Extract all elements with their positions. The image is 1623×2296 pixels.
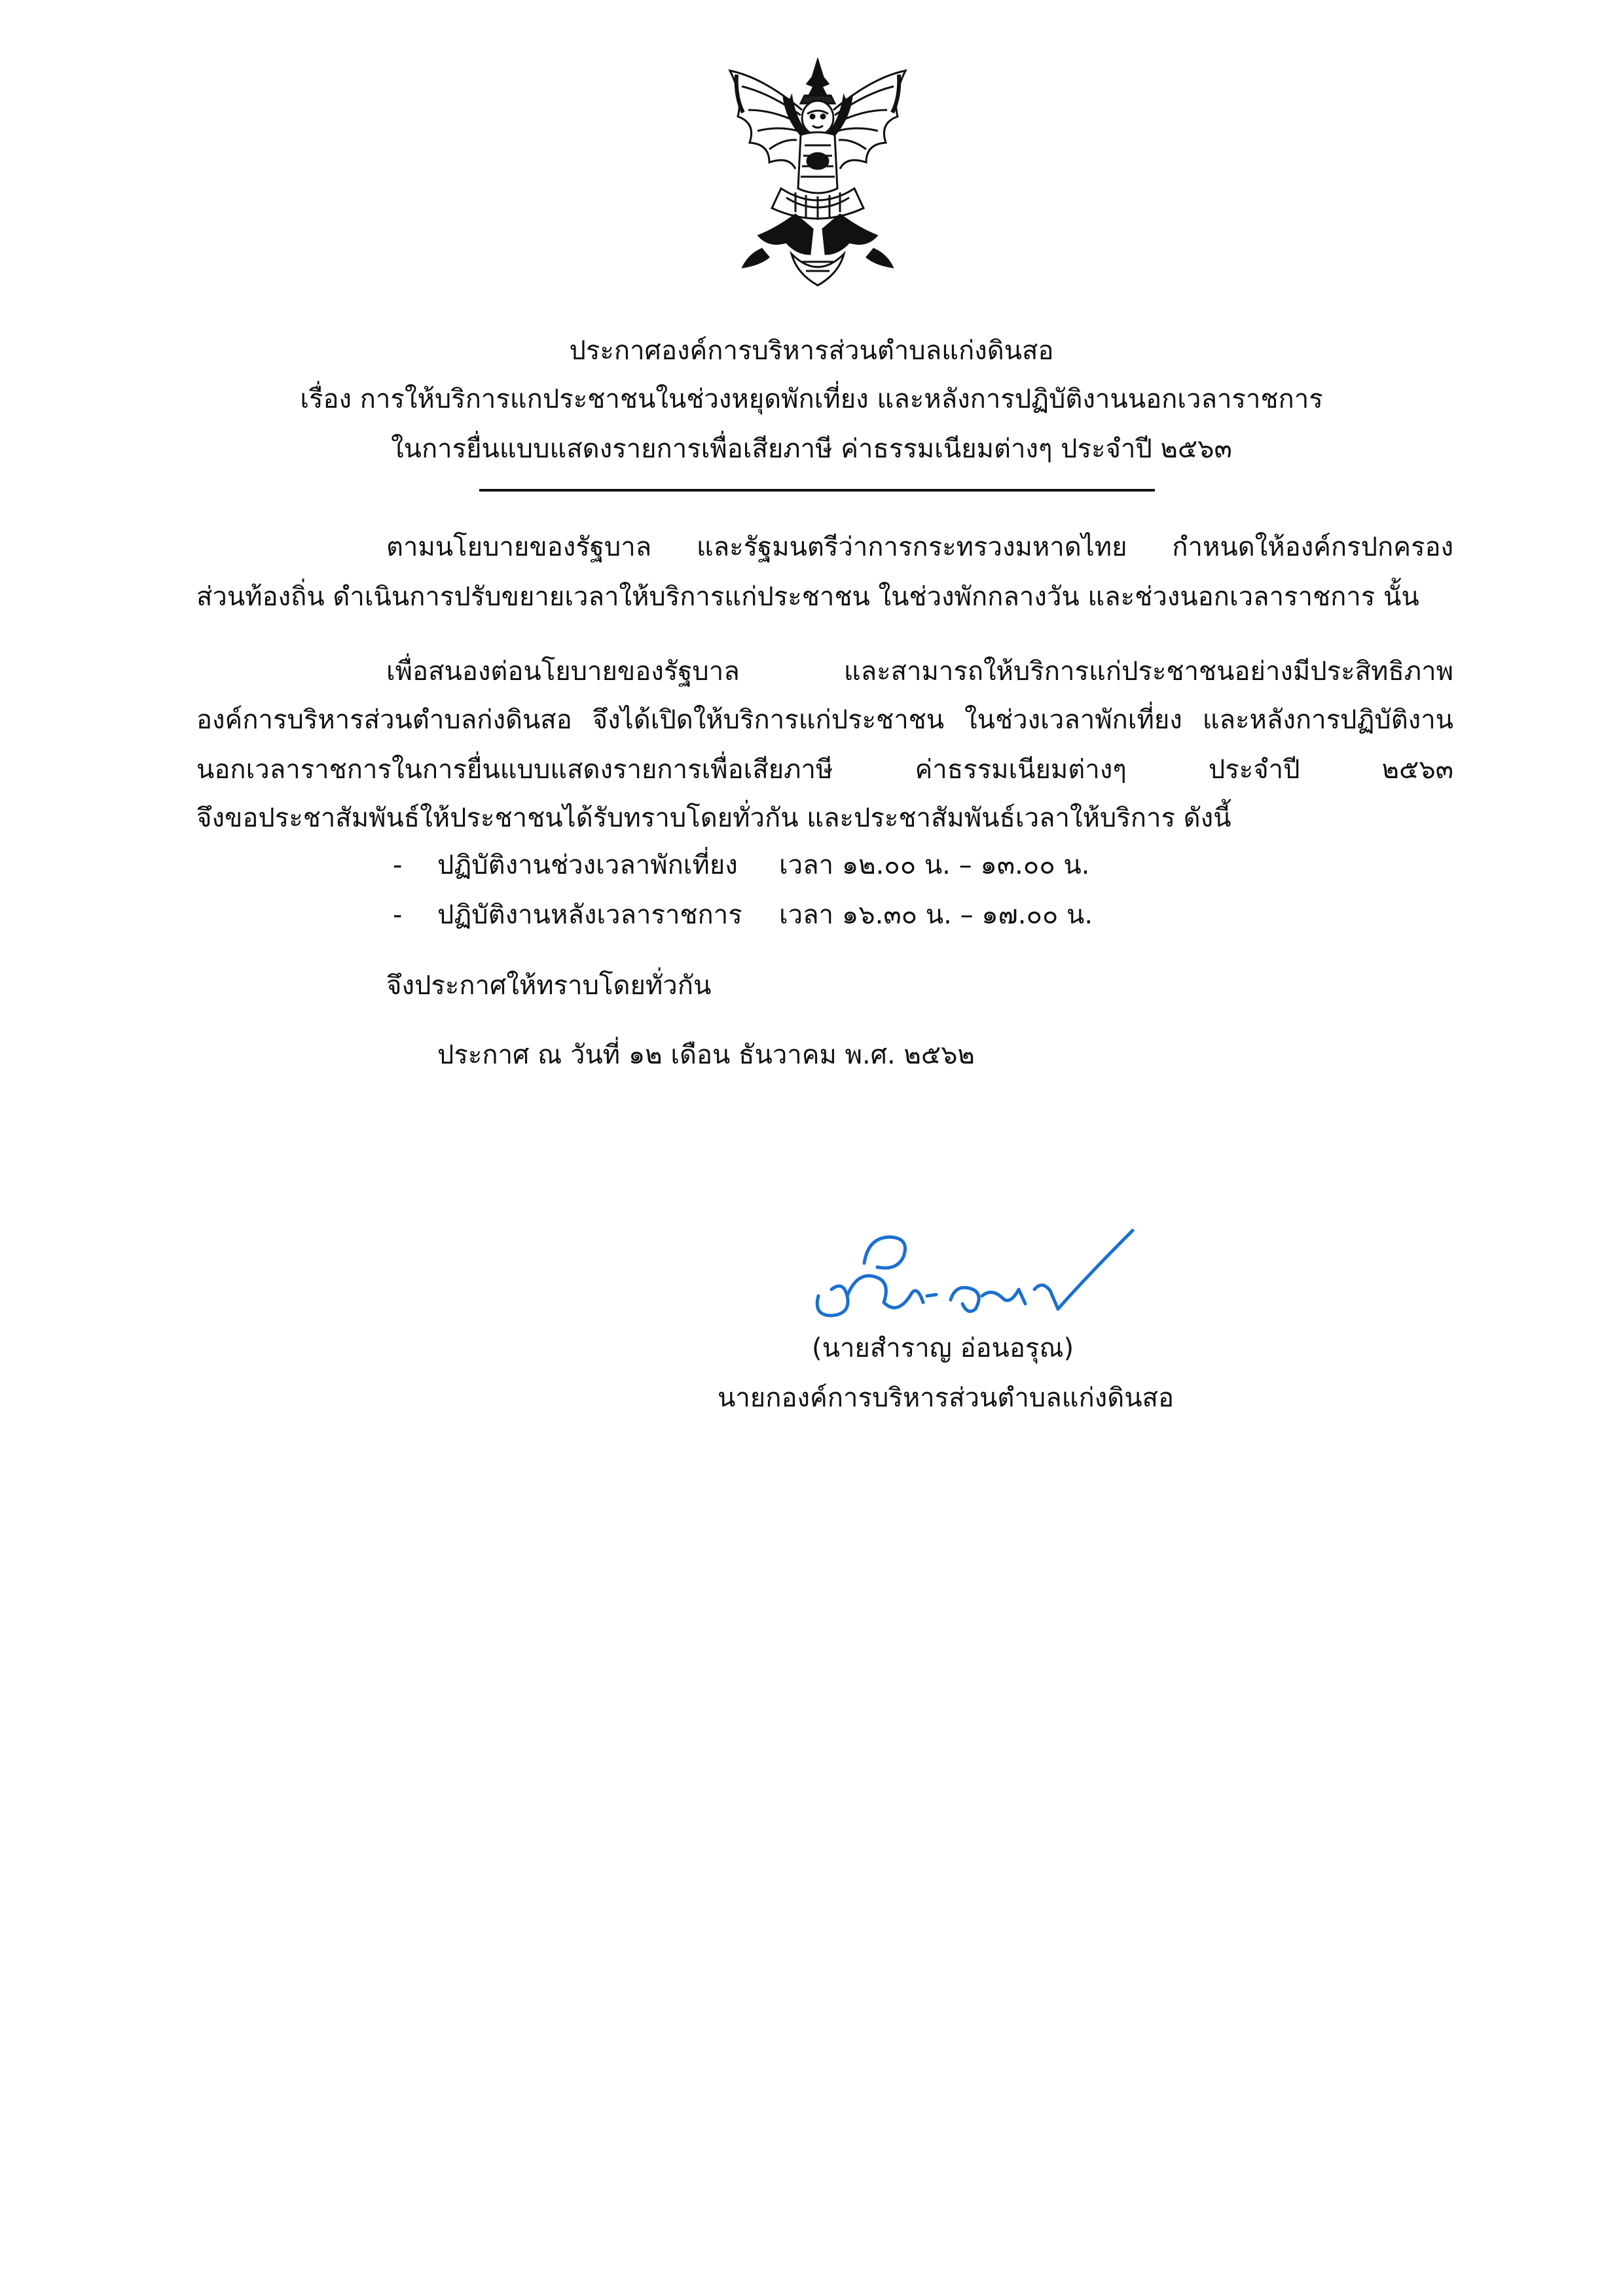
schedule-item-dash: - <box>393 850 403 880</box>
closing-statement: จึงประกาศให้ทราบโดยทั่วกัน <box>386 971 712 1001</box>
paragraph1-line2: ส่วนท้องถิ่น ดำเนินการปรับขยายเวลาให้บริการแก่ประชาชน ในช่วงพักกลางวัน และช่วงนอกเวลาราชการ นั้น <box>196 582 1419 612</box>
paragraph2-line2: องค์การบริหารส่วนตำบลก่งดินสอ จึงได้เปิดให้บริการแก่ประชาชน ในช่วงเวลาพักเที่ยง และหลังการปฏิบัติงาน <box>196 705 1453 735</box>
schedule-item-label: ปฏิบัติงานช่วงเวลาพักเที่ยง <box>437 850 738 880</box>
announcement-subject-continued: ในการยื่นแบบแสดงรายการเพื่อเสียภาษี ค่าธรรมเนียมต่างๆ ประจำปี ๒๕๖๓ <box>391 434 1232 464</box>
schedule-item-time: เวลา ๑๖.๓๐ น. – ๑๗.๐๐ น. <box>779 900 1093 930</box>
schedule-item-label: ปฏิบัติงานหลังเวลาราชการ <box>437 900 742 930</box>
title-divider <box>479 489 1155 492</box>
paragraph1-line1: ตามนโยบายของรัฐบาล และรัฐมนตรีว่าการกระทรวงมหาดไทย กำหนดให้องค์กรปกครอง <box>386 532 1453 562</box>
paragraph2-line4: จึงขอประชาสัมพันธ์ให้ประชาชนได้รับทราบโดยทั่วกัน และประชาสัมพันธ์เวลาให้บริการ ดังนี้ <box>196 803 1231 833</box>
announcement-title: ประกาศองค์การบริหารส่วนตำบลแก่งดินสอ <box>569 336 1054 366</box>
paragraph2-line3: นอกเวลาราชการในการยื่นแบบแสดงรายการเพื่อเสียภาษี ค่าธรรมเนียมต่างๆ ประจำปี ๒๕๖๓ <box>196 755 1453 785</box>
handwritten-signature <box>805 1217 1146 1322</box>
schedule-item-dash: - <box>393 900 403 930</box>
announcement-date: ประกาศ ณ วันที่ ๑๒ เดือน ธันวาคม พ.ศ. ๒๕๖๒ <box>437 1040 975 1070</box>
announcement-subject: เรื่อง การให้บริการแกประชาชนในช่วงหยุดพักเที่ยง และหลังการปฏิบัติงานนอกเวลาราชการ <box>300 384 1323 414</box>
signer-position: นายกองค์การบริหารส่วนตำบลแก่งดินสอ <box>718 1383 1174 1413</box>
schedule-item-time: เวลา ๑๒.๐๐ น. – ๑๓.๐๐ น. <box>779 850 1090 880</box>
signer-name: (นายสำราญ อ่อนอรุณ) <box>812 1333 1074 1363</box>
paragraph2-line1: เพื่อสนองต่อนโยบายของรัฐบาล และสามารถให้บริการแก่ประชาชนอย่างมีประสิทธิภาพ <box>386 656 1453 687</box>
garuda-emblem-icon <box>723 58 912 288</box>
